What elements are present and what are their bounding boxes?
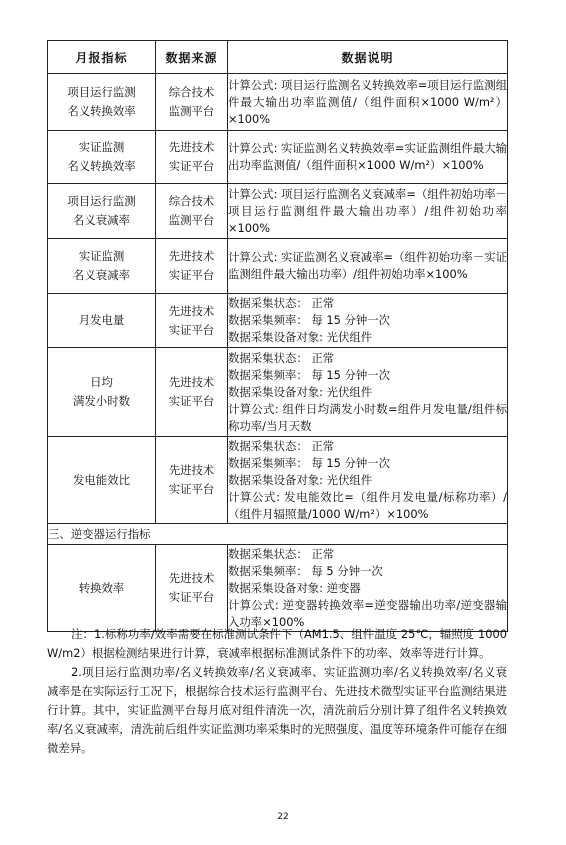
description-line: 计算公式: 发电能效比=（组件月发电量/标称功率）/（组件月辐照量/1000 W/m²）×100% [228, 489, 507, 521]
source-line: 实证平台 [168, 394, 215, 408]
description-cell: 计算公式: 实证监测名义转换效率=实证监测组件最大输出功率监测值/（组件面积×1000 W/m²）×100% [228, 131, 508, 184]
section-row [48, 524, 508, 545]
table-row [48, 437, 508, 524]
description-line: 数据采集频率： 每 15 分钟一次 [228, 367, 391, 382]
header-description: 数据说明 [228, 41, 508, 74]
description-line: 数据采集状态： 正常 [228, 438, 335, 453]
description-line: 数据采集设备对象: 光伏组件 [228, 384, 373, 399]
source-line: 实证平台 [168, 590, 215, 604]
description-cell [228, 545, 508, 632]
notes-section [47, 625, 507, 758]
source-line: 实证平台 [168, 159, 215, 173]
description-cell: 计算公式: 项目运行监测名义转换效率=项目运行监测组件最大输出功率监测值/（组件面积×1000 W/m²）×100% [228, 74, 508, 131]
indicator-table [47, 40, 508, 632]
source-cell [156, 184, 228, 239]
indicator-line: 名义衰减率 [73, 213, 130, 227]
indicator-line: 名义转换效率 [67, 104, 136, 118]
table-row [48, 294, 508, 348]
indicator-cell [48, 348, 156, 437]
indicator-line: 项目运行监测 [67, 194, 136, 208]
description-cell: 计算公式: 实证监测名义衰减率=（组件初始功率－实证监测组件最大输出功率）/组件初始功率×100% [228, 239, 508, 294]
table-row [48, 74, 508, 131]
header-indicator: 月报指标 [48, 41, 156, 74]
description-line: 数据采集频率： 每 5 分钟一次 [228, 563, 383, 578]
source-cell [156, 74, 228, 131]
indicator-cell [48, 184, 156, 239]
table-row [48, 348, 508, 437]
page-number: 22 [277, 812, 289, 822]
description-cell: 计算公式: 项目运行监测名义衰减率=（组件初始功率－项目运行监测组件最大输出功率）/组件初始功率×100% [228, 184, 508, 239]
description-line: 数据采集状态： 正常 [228, 546, 335, 561]
source-line: 实证平台 [168, 482, 215, 496]
description-line: 数据采集设备对象: 逆变器 [228, 580, 361, 595]
description-line: 数据采集频率： 每 15 分钟一次 [228, 313, 391, 327]
description-line: 计算公式: 逆变器转换效率=逆变器输出功率/逆变器输入功率×100% [228, 597, 507, 629]
description-cell [228, 437, 508, 524]
source-line: 实证平台 [168, 322, 215, 337]
description-cell [228, 348, 508, 437]
indicator-cell [48, 437, 156, 524]
description-line: 计算公式: 组件日均满发小时数=组件月发电量/组件标称功率/当月天数 [228, 401, 507, 433]
source-line: 先进技术 [168, 249, 215, 263]
source-line: 综合技术 [168, 85, 215, 99]
indicator-line: 名义衰减率 [73, 268, 130, 282]
description-line: 数据采集状态： 正常 [228, 296, 335, 310]
table-row [48, 184, 508, 239]
description-line: 数据采集状态： 正常 [228, 350, 335, 365]
source-cell [156, 131, 228, 184]
table-row [48, 545, 508, 632]
source-line: 实证平台 [168, 268, 215, 282]
note-paragraph: 注：1.标称功率/效率需要在标准测试条件下（AM1.5、组件温度 25℃，辐照度 1000 W/m2）根据检测结果进行计算，衰减率根据标准测试条件下的功率、效率等进行计算。 [47, 627, 507, 660]
source-cell [156, 437, 228, 524]
source-line: 先进技术 [168, 303, 215, 318]
description-line: 数据采集设备对象: 光伏组件 [228, 472, 373, 487]
source-cell [156, 545, 228, 632]
source-line: 监测平台 [168, 213, 215, 227]
indicator-line: 日均 [90, 375, 113, 389]
table-header-row [48, 41, 508, 74]
description-line: 数据采集频率： 每 15 分钟一次 [228, 455, 391, 470]
source-line: 综合技术 [168, 194, 215, 208]
indicator-cell [48, 545, 156, 632]
indicator-line: 实证监测 [78, 140, 125, 154]
indicator-line: 月发电量 [78, 313, 125, 327]
source-line: 先进技术 [168, 140, 215, 154]
indicator-line: 实证监测 [78, 249, 125, 263]
indicator-cell [48, 294, 156, 348]
indicator-line: 满发小时数 [73, 394, 130, 408]
source-line: 先进技术 [168, 375, 215, 389]
header-source: 数据来源 [156, 41, 228, 74]
source-line: 监测平台 [168, 104, 215, 118]
indicator-line: 发电能效比 [73, 472, 130, 487]
indicator-cell [48, 131, 156, 184]
indicator-line: 项目运行监测 [67, 85, 136, 99]
source-line: 先进技术 [168, 571, 215, 585]
table-row [48, 131, 508, 184]
indicator-cell [48, 74, 156, 131]
indicator-line: 转换效率 [78, 580, 125, 595]
source-cell [156, 348, 228, 437]
description-line: 数据采集设备对象: 光伏组件 [228, 330, 373, 344]
source-cell [156, 239, 228, 294]
source-line: 先进技术 [168, 463, 215, 477]
indicator-cell [48, 239, 156, 294]
source-cell [156, 294, 228, 348]
note-paragraph: 2.项目运行监测功率/名义转换效率/名义衰减率、实证监测功率/名义转换效率/名义衰减率是在实际运行工况下，根据综合技术运行监测平台、先进技术微型实证平台监测结果进行计算。其中，实证监测平台每月底对组件清洗一次，清洗前后分别计算了组件名义转换效率/名义衰减率，清洗前后组件实证监测功率采集时的光照强度、温度等环境条件可能存在细微差异。 [47, 665, 507, 755]
table-row [48, 239, 508, 294]
section-title: 三、逆变器运行指标 [48, 524, 508, 545]
description-cell [228, 294, 508, 348]
indicator-line: 名义转换效率 [67, 159, 136, 173]
